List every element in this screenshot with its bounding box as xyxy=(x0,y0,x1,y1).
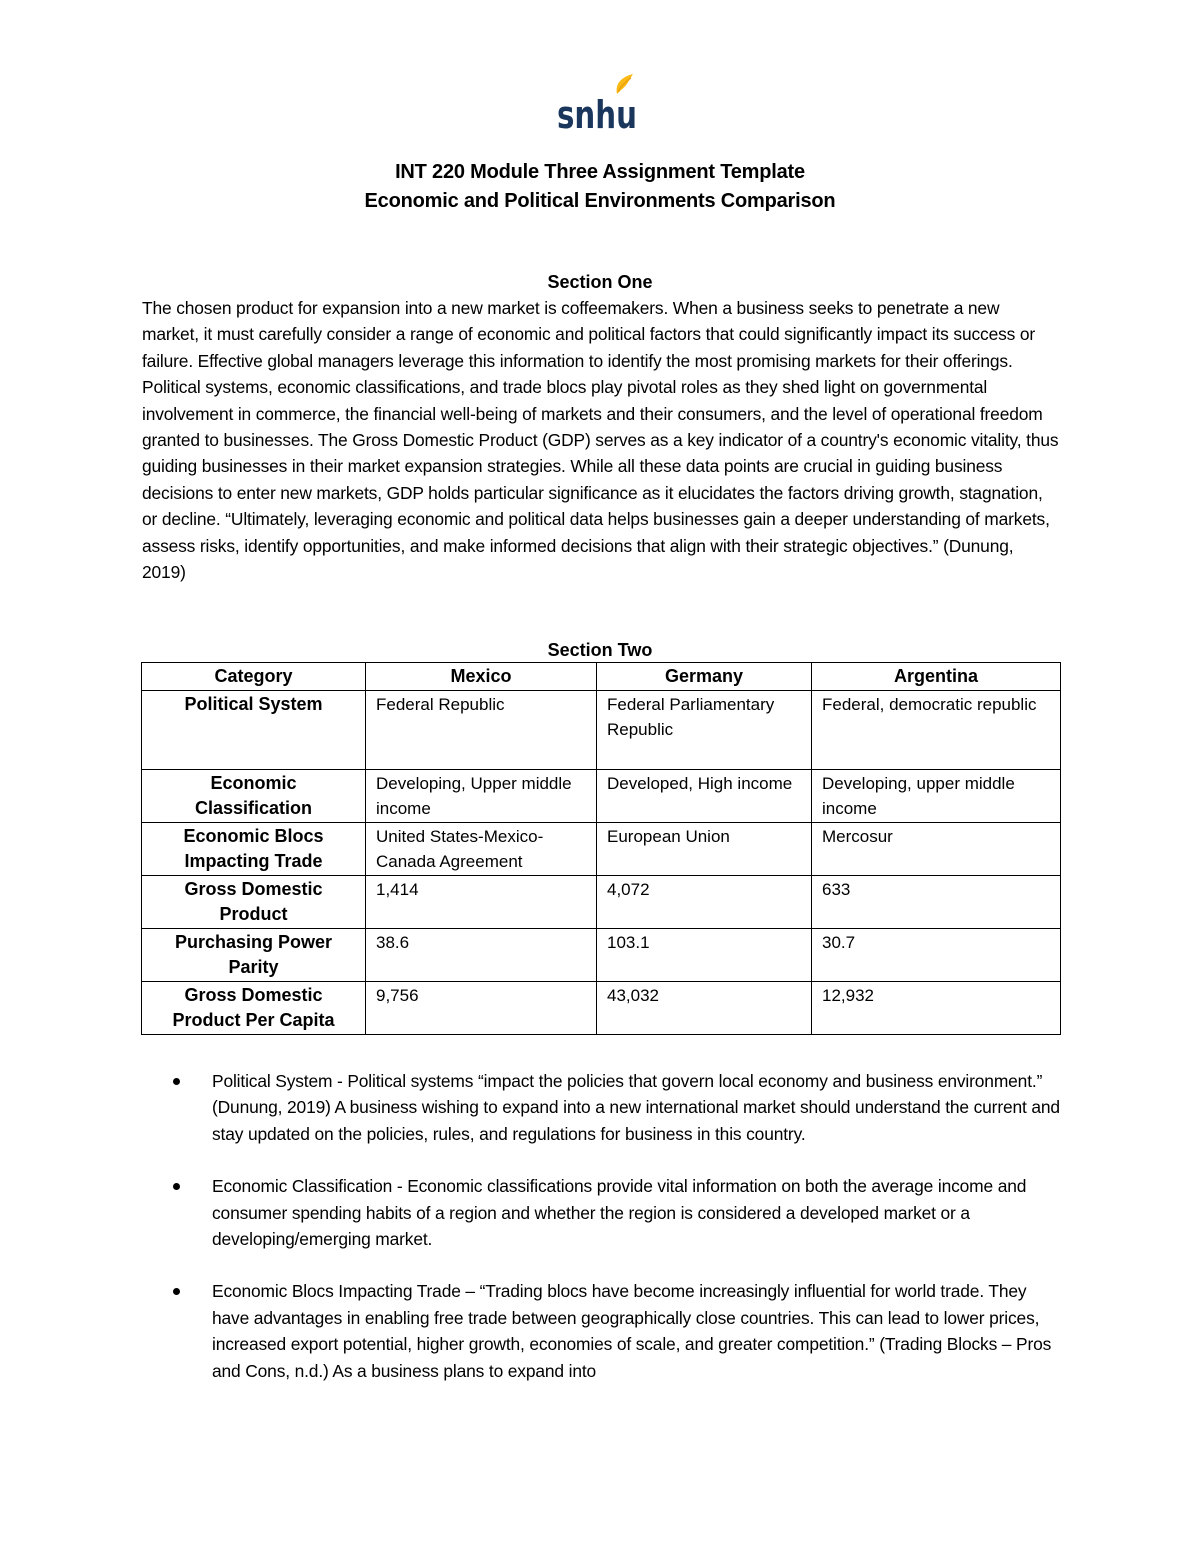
table-row xyxy=(142,982,1061,1035)
row-category: Gross Domestic Product xyxy=(142,876,366,929)
table-row xyxy=(142,691,1061,770)
header-germany: Germany xyxy=(597,663,812,691)
cell-germany: 43,032 xyxy=(597,982,812,1035)
snhu-logo-text: snhu xyxy=(557,93,637,137)
bullet-text: Political System - Political systems “impact the policies that govern local economy and business environment.” (Dunung, 2019) A business wishing to expand into a new international market should understand the current and stay updated on the policies, rules, and regulations for business in this country. xyxy=(212,1071,1060,1144)
cell-germany: 103.1 xyxy=(597,929,812,982)
table-row xyxy=(142,770,1061,823)
bullet-text: Economic Blocs Impacting Trade – “Trading blocs have become increasingly influential for world trade. They have advantages in enabling free trade between geographically close countries. This can lead to lower prices, increased export potential, higher growth, economies of scale, and greater competition.” (Trading Blocks – Pros and Cons, n.d.) As a business plans to expand into xyxy=(212,1281,1052,1381)
bullet-text: Economic Classification - Economic classifications provide vital information on both the average income and consumer spending habits of a region and whether the region is considered a developed market or a developing/emerging market. xyxy=(212,1176,1027,1250)
cell-argentina: 30.7 xyxy=(812,929,1061,982)
cell-mexico: 38.6 xyxy=(366,929,597,982)
header-category: Category xyxy=(142,663,366,691)
comparison-table xyxy=(141,662,1061,1035)
cell-mexico: 1,414 xyxy=(366,876,597,929)
bullet-icon xyxy=(173,1288,180,1295)
cell-argentina: 633 xyxy=(812,876,1061,929)
cell-argentina: Federal, democratic republic xyxy=(812,691,1061,770)
bullet-icon xyxy=(173,1183,180,1190)
cell-germany: Federal Parliamentary Republic xyxy=(597,691,812,770)
header-argentina: Argentina xyxy=(812,663,1061,691)
table-row xyxy=(142,929,1061,982)
cell-mexico: Developing, Upper middle income xyxy=(366,770,597,823)
header-mexico: Mexico xyxy=(366,663,597,691)
cell-mexico: 9,756 xyxy=(366,982,597,1035)
cell-argentina: Mercosur xyxy=(812,823,1061,876)
cell-argentina: 12,932 xyxy=(812,982,1061,1035)
document-title xyxy=(0,158,1200,216)
list-item xyxy=(170,1278,1060,1384)
row-category: Gross Domestic Product Per Capita xyxy=(142,982,366,1035)
row-category: Economic Blocs Impacting Trade xyxy=(142,823,366,876)
cell-mexico: Federal Republic xyxy=(366,691,597,770)
list-item xyxy=(170,1173,1060,1252)
cell-germany: Developed, High income xyxy=(597,770,812,823)
snhu-logo xyxy=(555,72,639,137)
snhu-logo-graphic xyxy=(555,72,639,137)
row-category: Economic Classification xyxy=(142,770,366,823)
row-category: Political System xyxy=(142,691,366,770)
bullet-icon xyxy=(173,1078,180,1085)
section-one-paragraph: The chosen product for expansion into a new market is coffeemakers. When a business seeks to penetrate a new market, it must carefully consider a range of economic and political factors that could significantly impact its success or failure. Effective global managers leverage this information to identify the most promising markets for their offerings. Political systems, economic classifications, and trade blocs play pivotal roles as they shed light on governmental involvement in commerce, the financial well-being of markets and their consumers, and the level of operational freedom granted to businesses. The Gross Domestic Product (GDP) serves as a key indicator of a country's economic vitality, thus guiding businesses in their market expansion strategies. While all these data points are crucial in guiding business decisions to enter new markets, GDP holds particular significance as it elucidates the factors driving growth, stagnation, or decline. “Ultimately, leveraging economic and political data helps businesses gain a deeper understanding of markets, assess risks, identify opportunities, and make informed decisions that align with their strategic objectives.” (Dunung, 2019) xyxy=(142,298,1059,583)
table-header-row xyxy=(142,663,1061,691)
cell-argentina: Developing, upper middle income xyxy=(812,770,1061,823)
row-category: Purchasing Power Parity xyxy=(142,929,366,982)
table-row xyxy=(142,823,1061,876)
title-line-1: INT 220 Module Three Assignment Template xyxy=(395,161,805,183)
cell-germany: European Union xyxy=(597,823,812,876)
section-two-heading: Section Two xyxy=(547,640,653,660)
table-row xyxy=(142,876,1061,929)
list-item xyxy=(170,1068,1060,1147)
section-one-heading: Section One xyxy=(547,272,653,292)
cell-mexico: United States-Mexico-Canada Agreement xyxy=(366,823,597,876)
cell-germany: 4,072 xyxy=(597,876,812,929)
explanation-list xyxy=(170,1068,1060,1410)
title-line-2: Economic and Political Environments Comparison xyxy=(364,190,836,212)
